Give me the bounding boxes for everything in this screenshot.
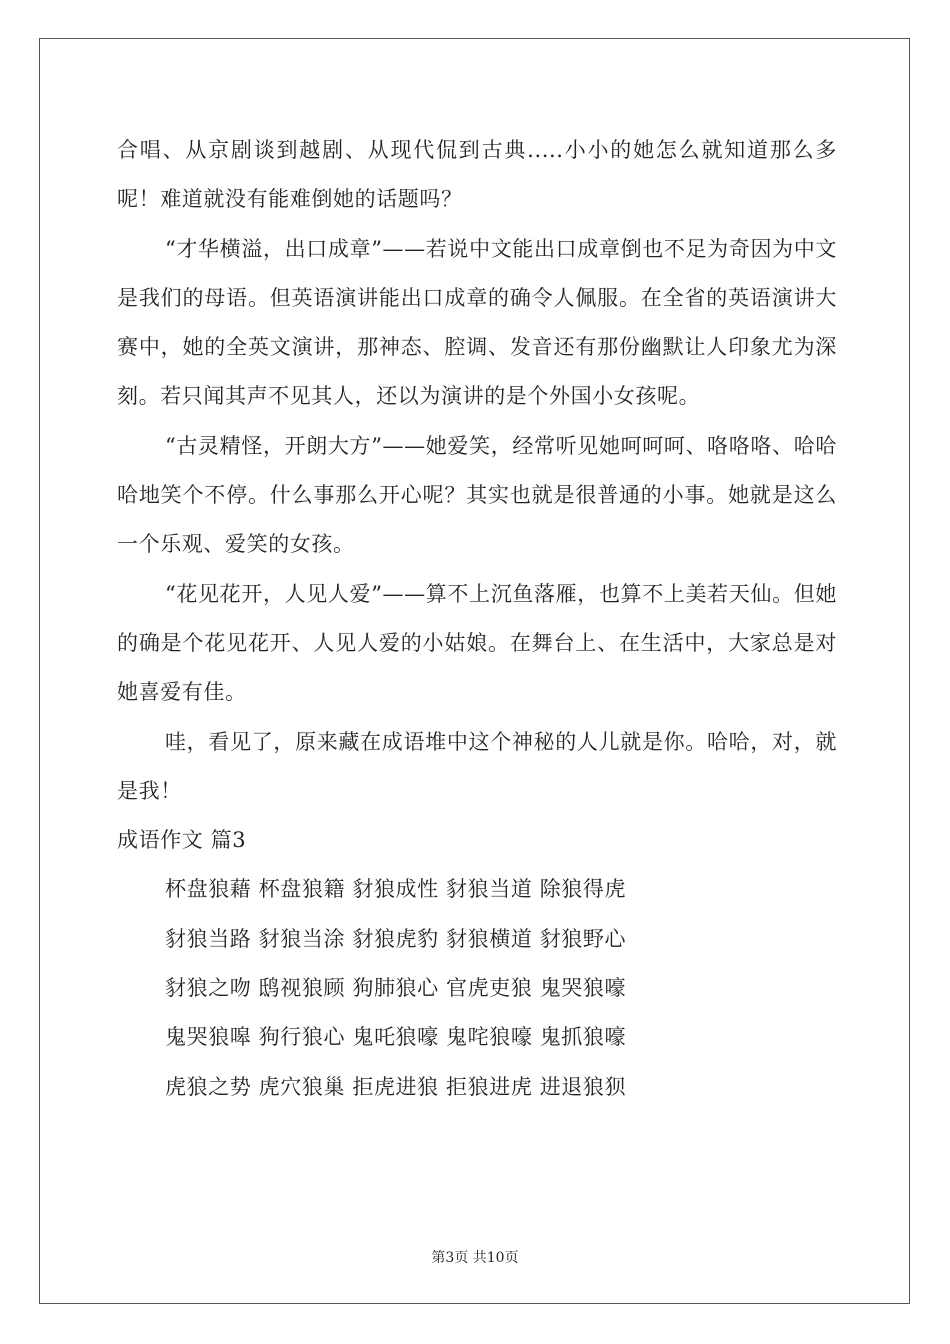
idiom-row: 豺狼之吻 鸱视狼顾 狗肺狼心 官虎吏狼 鬼哭狼嚎 xyxy=(165,976,627,1001)
idiom-row: 杯盘狼藉 杯盘狼籍 豺狼成性 豺狼当道 除狼得虎 xyxy=(165,877,627,902)
document-body xyxy=(117,126,837,1112)
idiom-list xyxy=(117,865,837,1111)
idiom-row: 豺狼当路 豺狼当涂 豺狼虎豹 豺狼横道 豺狼野心 xyxy=(165,926,627,951)
paragraph: “花见花开，人见人爱”——算不上沉鱼落雁，也算不上美若天仙。但她的确是个花见花开、人见人爱的小姑娘。在舞台上、在生活中，大家总是对她喜爱有佳。 xyxy=(117,581,837,705)
section-heading: 成语作文 篇3 xyxy=(117,828,247,853)
page-number-footer: 第3页 共10页 xyxy=(431,1250,519,1266)
paragraph: “才华横溢，出口成章”——若说中文能出口成章倒也不足为奇因为中文是我们的母语。但英语演讲能出口成章的确令人佩服。在全省的英语演讲大赛中，她的全英文演讲，那神态、腔调、发音还有那份幽默让人印象尤为深刻。若只闻其声不见其人，还以为演讲的是个外国小女孩呢。 xyxy=(117,236,837,409)
idiom-row: 虎狼之势 虎穴狼巢 拒虎进狼 拒狼进虎 进退狼狈 xyxy=(165,1074,627,1099)
paragraph: “古灵精怪，开朗大方”——她爱笑，经常听见她呵呵呵、咯咯咯、哈哈哈地笑个不停。什么事那么开心呢？其实也就是很普通的小事。她就是这么一个乐观、爱笑的女孩。 xyxy=(117,433,837,557)
paragraph: 哇，看见了，原来藏在成语堆中这个神秘的人儿就是你。哈哈，对，就是我！ xyxy=(117,729,837,803)
idiom-row: 鬼哭狼嗥 狗行狼心 鬼吒狼嚎 鬼咤狼嚎 鬼抓狼嚎 xyxy=(165,1025,627,1050)
paragraph: 合唱、从京剧谈到越剧、从现代侃到古典.....小小的她怎么就知道那么多呢！难道就没有能难倒她的话题吗？ xyxy=(117,138,837,212)
